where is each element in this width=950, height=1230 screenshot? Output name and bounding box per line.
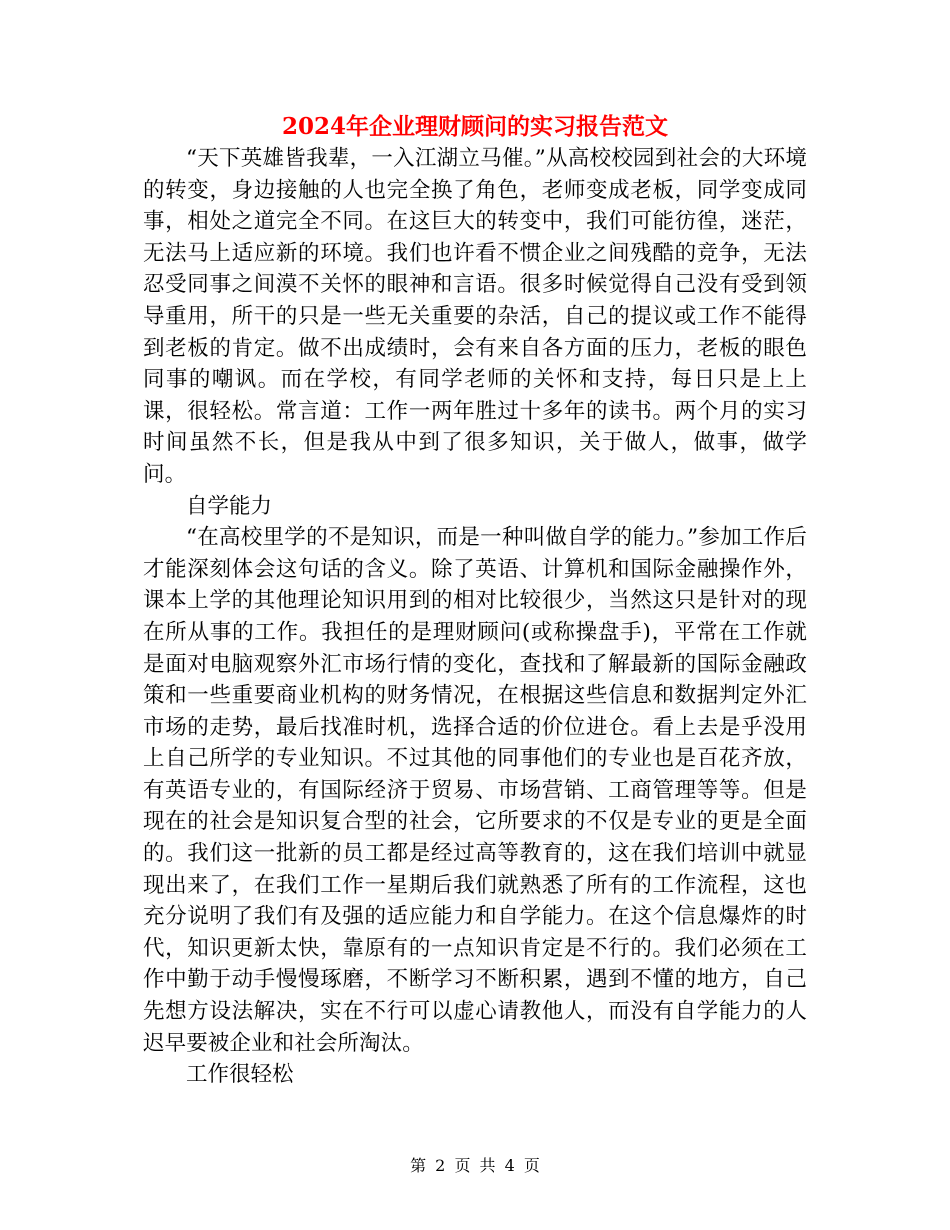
- paragraph-self-study: “在高校里学的不是知识，而是一种叫做自学的能力。”参加工作后才能深刻体会这句话的含义。除了英语、计算机和国际金融操作外，课本上学的其他理论知识用到的相对比较很少，当然这只是针对的现在所从事的工作。我担任的是理财顾问(或称操盘手)，平常在工作就是面对电脑观察外汇市场行情的变化，查找和了解最新的国际金融政策和一些重要商业机构的财务情况，在根据这些信息和数据判定外汇市场的走势，最后找准时机，选择合适的价位进仓。看上去是乎没用上自己所学的专业知识。不过其他的同事他们的专业也是百花齐放，有英语专业的，有国际经济于贸易、市场营销、工商管理等等。但是现在的社会是知识复合型的社会，它所要求的不仅是专业的更是全面的。我们这一批新的员工都是经过高等教育的，这在我们培训中就显现出来了，在我们工作一星期后我们就熟悉了所有的工作流程，这也充分说明了我们有及强的适应能力和自学能力。在这个信息爆炸的时代，知识更新太快，靠原有的一点知识肯定是不行的。我们必须在工作中勤于动手慢慢琢磨，不断学习不断积累，遇到不懂的地方，自己先想方设法解决，实在不行可以虚心请教他人，而没有自学能力的人迟早要被企业和社会所淘汰。: [143, 525, 807, 1056]
- page-number-footer: 第 2 页 共 4 页: [410, 1156, 540, 1175]
- section-heading-easy-work: 工作很轻松: [186, 1062, 294, 1088]
- document-content: [143, 111, 807, 1091]
- paragraph-intro: “天下英雄皆我辈，一入江湖立马催。”从高校校园到社会的大环境的转变，身边接触的人也完全换了角色，老师变成老板，同学变成同事，相处之道完全不同。在这巨大的转变中，我们可能彷徨，迷茫，无法马上适应新的环境。我们也许看不惯企业之间残酷的竞争，无法忍受同事之间漠不关怀的眼神和言语。很多时候觉得自己没有受到领导重用，所干的只是一些无关重要的杂活，自己的提议或工作不能得到老板的肯定。做不出成绩时，会有来自各方面的压力，老板的眼色同事的嘲讽。而在学校，有同学老师的关怀和支持，每日只是上上课，很轻松。常言道：工作一两年胜过十多年的读书。两个月的实习时间虽然不长，但是我从中到了很多知识，关于做人，做事，做学问。: [143, 146, 807, 487]
- section-heading-self-study: 自学能力: [186, 493, 273, 519]
- document-title: 2024年企业理财顾问的实习报告范文: [281, 113, 668, 140]
